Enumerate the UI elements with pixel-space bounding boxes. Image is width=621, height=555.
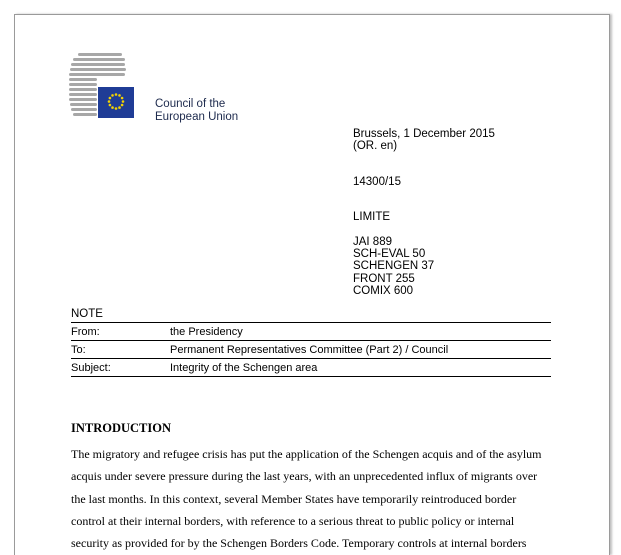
code-item: SCH-EVAL 50 xyxy=(353,248,426,261)
organization-name-line1: Council of the xyxy=(155,98,226,110)
organization-name-line2: European Union xyxy=(155,110,239,123)
classification-marking: LIMITE xyxy=(353,211,391,223)
place-date: Brussels, 1 December 2015 xyxy=(353,128,495,140)
to-label: To: xyxy=(71,341,170,359)
subject-value: Integrity of the Schengen area xyxy=(170,359,551,377)
body-line: The migratory and refugee crisis has put the application of the Schengen acquis and of the asylum xyxy=(71,447,542,461)
code-item: COMIX 600 xyxy=(353,284,414,297)
eu-flag-icon xyxy=(98,87,134,118)
document-header-table xyxy=(71,322,551,377)
table-row xyxy=(71,359,551,377)
document-number: 14300/15 xyxy=(353,176,401,188)
code-item: JAI 889 xyxy=(353,236,392,248)
note-label: NOTE xyxy=(71,308,103,320)
subject-label: Subject: xyxy=(71,359,170,377)
place-date-block xyxy=(353,128,495,152)
to-value: Permanent Representatives Committee (Part 2) / Council xyxy=(170,341,551,359)
from-label: From: xyxy=(71,323,170,341)
body-line: control at their internal borders, with reference to a serious threat to public policy or internal xyxy=(71,513,515,528)
body-line: security as provided for by the Schengen Borders Code. Temporary controls at internal borders xyxy=(71,536,527,551)
council-logo-icon xyxy=(69,53,151,123)
code-item: FRONT 255 xyxy=(353,272,415,285)
organization-name xyxy=(155,98,238,123)
section-heading: INTRODUCTION xyxy=(71,421,172,435)
document-page xyxy=(14,14,610,555)
body-paragraph xyxy=(71,443,557,554)
table-row xyxy=(71,341,551,359)
document-codes xyxy=(353,236,434,297)
code-item: SCHENGEN 37 xyxy=(353,260,435,273)
from-value: the Presidency xyxy=(170,323,551,341)
body-line: acquis under severe pressure during the last years, with an unprecedented influx of migrants over xyxy=(71,469,538,484)
body-line: the last months. In this context, several Member States have temporarily reintroduced border xyxy=(71,491,517,506)
original-language: (OR. en) xyxy=(353,140,398,153)
table-row xyxy=(71,323,551,341)
